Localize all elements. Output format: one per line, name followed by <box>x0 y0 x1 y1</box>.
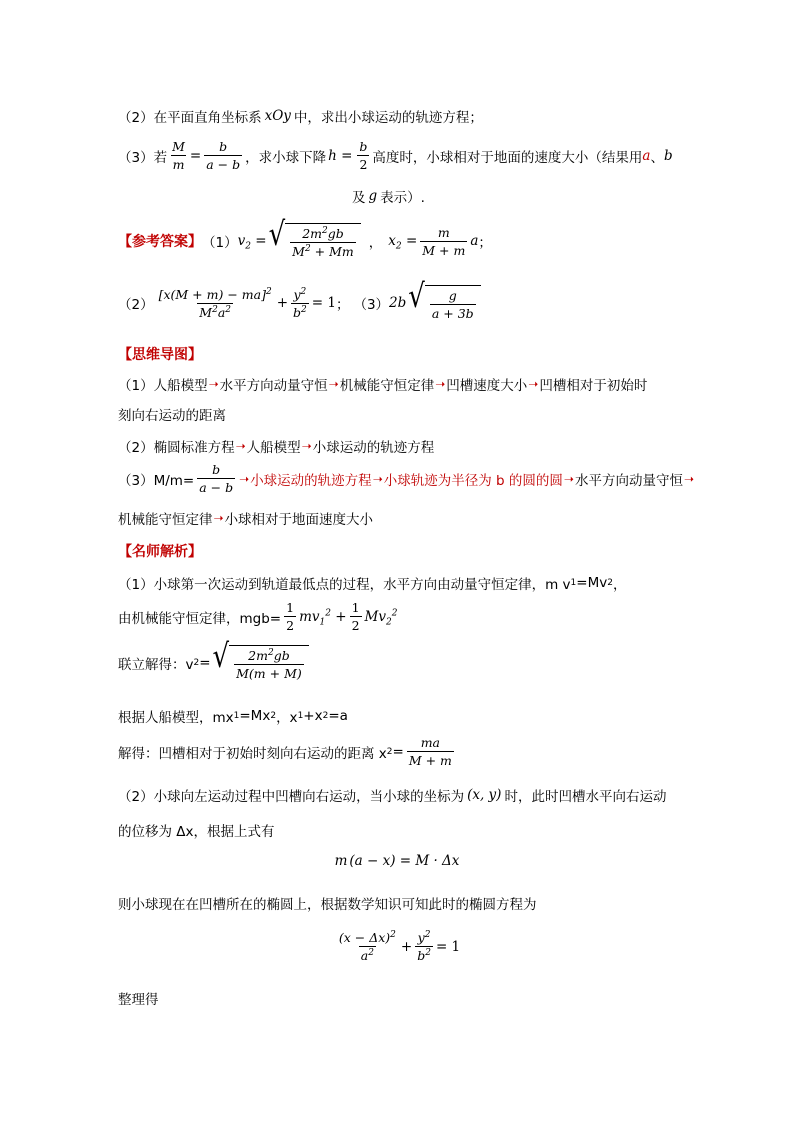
arrow-icon: ➝ <box>213 511 224 525</box>
answer-heading: 【参考答案】 <box>118 234 202 250</box>
answer-line-2: （2） $\frac{[x(M + m) - ma]^2}{M^2a^2}$ + $\frac{y^2}{b^2}$ = 1 ； （3） 2b √ $\frac{g}{a + 3b}$ <box>118 285 483 321</box>
analysis-step-8: 则小球现在在凹槽所在的椭圆上，根据数学知识可知此时的椭圆方程为 <box>118 897 537 913</box>
sqrt-speed: √ $\frac{g}{a + 3b}$ <box>408 285 480 321</box>
fraction-b-over-a-minus-b: $\frac{b}{a - b}$ <box>199 462 234 495</box>
mindmap-line-2: （2）椭圆标准方程 ➝ 人船模型 ➝ 小球运动的轨迹方程 <box>118 439 435 456</box>
question-2: （2） 在平面直角坐标系 xOy 中，求出小球运动的轨迹方程； <box>118 108 483 126</box>
analysis-step-2: 由机械能守恒定律，mgb= $\frac{1}{2}$ $mv_1^2$ + $\frac{1}{2}$ $Mv_2^2$ <box>118 600 398 633</box>
arrow-icon: ➝ <box>239 471 250 486</box>
arrow-icon: ➝ <box>683 471 695 486</box>
arrow-icon: ➝ <box>435 377 446 391</box>
arrow-icon: ➝ <box>301 439 312 453</box>
analysis-step-9: 整理得 <box>118 992 159 1008</box>
mindmap-line-3b: 机械能守恒定律 ➝ 小球相对于地面速度大小 <box>118 511 374 528</box>
equation-ellipse: $\frac{(x - \Delta x)^2}{a^2}$ + $\frac{y^2}{b^2}$ = 1 <box>338 929 461 963</box>
arrow-icon: ➝ <box>235 439 246 453</box>
fraction-b-over-2: $\frac{b}{2}$ <box>359 139 368 172</box>
fraction-y2-over-b2: $\frac{y^2}{b^2}$ <box>293 286 307 320</box>
analysis-step-1: （1）小球第一次运动到轨道最低点的过程，水平方向由动量守恒定律，m v 1 =Mv 2 ， <box>118 575 627 593</box>
analysis-step-3: 联立解得：v 2 = √ $\frac{2m^2gb}{M(m + M)}$ <box>118 645 311 681</box>
analysis-step-4: 根据人船模型，mx 1 =Mx 2 ，x 1 +x 2 =a <box>118 708 348 726</box>
mindmap-line-1: （1）人船模型 ➝ 水平方向动量守恒 ➝ 机械能守恒定律 ➝ 凹槽速度大小 ➝ 凹槽相对于初始时 <box>118 377 648 394</box>
fraction-b-over-a-minus-b: $\frac{b}{a - b}$ <box>206 139 241 172</box>
sqrt-v2-solution: √ $\frac{2m^2gb}{M(m + M)}$ <box>213 645 309 681</box>
analysis-step-7: 的位移为 Δx，根据上式有 <box>118 824 275 840</box>
mindmap-heading: 【思维导图】 <box>118 347 202 363</box>
arrow-icon: ➝ <box>208 377 219 391</box>
sqrt-v2: √ $\frac{2m^2gb}{M^2 + Mm}$ <box>269 223 361 259</box>
analysis-step-5: 解得：凹槽相对于初始时刻向右运动的距离 x 2 = $\frac{ma}{M + m}$ <box>118 735 452 768</box>
arrow-icon: ➝ <box>528 377 539 391</box>
answer-line-1: 【参考答案】 （1） $v_2$ = √ $\frac{2m^2gb}{M^2 + Mm}$ ， $x_2$ = $\frac{m}{M + m}$ a ； <box>118 216 492 259</box>
analysis-step-6: （2）小球向左运动过程中凹槽向右运动，当小球的坐标为 (x, y) 时，此时凹槽水平向右运动 <box>118 787 667 805</box>
fraction-x2: $\frac{m}{M + m}$ <box>422 224 466 258</box>
question-3-cont: 及 g 表示）. <box>352 188 425 206</box>
fraction-distance: $\frac{ma}{M + m}$ <box>408 735 452 768</box>
fraction-trajectory: $\frac{[x(M + m) - ma]^2}{M^2a^2}$ <box>158 286 272 320</box>
mindmap-line-3: （3）M/m= $\frac{b}{a - b}$ ➝ 小球运动的轨迹方程 ➝ 小球轨迹为半径为 b 的圆 的圆 ➝ 水平方向动量守恒 ➝ <box>118 462 695 495</box>
arrow-icon: ➝ <box>328 377 339 391</box>
fraction-M-over-m: $\frac{M}{m}$ <box>172 139 185 172</box>
question-3: （3） 若 $\frac{M}{m}$ = $\frac{b}{a - b}$ ，求小球下降 h = $\frac{b}{2}$ 高度时，小球相对于地面的速度大小（结果用 a 、 b <box>118 139 673 172</box>
mindmap-line-1b: 刻向右运动的距离 <box>118 408 226 424</box>
coordinate-system-symbol: xOy <box>264 108 291 124</box>
analysis-heading: 【名师解析】 <box>118 544 202 560</box>
arrow-icon: ➝ <box>372 471 383 486</box>
equation-momentum: m (a − x) = M · Δx <box>334 853 460 869</box>
arrow-icon: ➝ <box>563 471 574 486</box>
